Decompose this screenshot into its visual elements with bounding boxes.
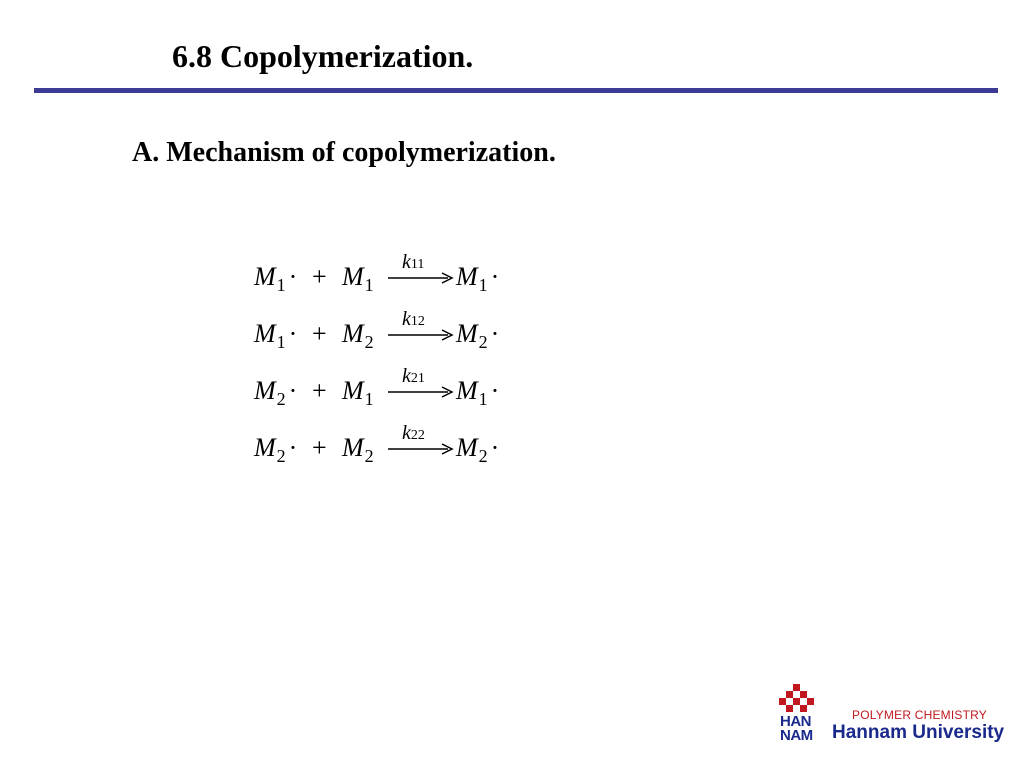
plus-sign: + <box>312 319 327 348</box>
reaction-arrow <box>388 422 454 459</box>
logo-text-nam: NAM <box>780 727 813 744</box>
monomer: $M_2$ <box>342 433 374 466</box>
monomer: $M_1$ <box>342 376 374 409</box>
reaction-arrow <box>388 308 454 345</box>
title-divider <box>34 88 998 93</box>
reactant-radical: $M_2$ · <box>254 376 298 409</box>
right-arrow-icon <box>388 272 454 284</box>
logo-pyramid-icon <box>776 684 824 714</box>
reactant-radical: $M_2$ · <box>254 433 298 466</box>
monomer: $M_1$ <box>342 262 374 295</box>
rate-constant-label: k11 <box>402 251 425 273</box>
product-radical: $M_1$ · <box>456 376 500 409</box>
plus-sign: + <box>312 376 327 405</box>
rate-constant-label: k12 <box>402 308 425 330</box>
right-arrow-icon <box>388 443 454 455</box>
product-radical: $M_1$ · <box>456 262 500 295</box>
right-arrow-icon <box>388 386 454 398</box>
product-radical: $M_2$ · <box>456 319 500 352</box>
section-heading: A. Mechanism of copolymerization. <box>132 137 556 168</box>
plus-sign: + <box>312 433 327 462</box>
monomer: $M_2$ <box>342 319 374 352</box>
reactant-radical: $M_1$ · <box>254 319 298 352</box>
slide-title: 6.8 Copolymerization. <box>172 38 474 74</box>
hannam-logo-icon <box>776 684 824 744</box>
reactant-radical: $M_1$ · <box>254 262 298 295</box>
university-name: Hannam University <box>832 722 1005 743</box>
department-label: POLYMER CHEMISTRY <box>852 708 987 722</box>
reaction-arrow <box>388 365 454 402</box>
right-arrow-icon <box>388 329 454 341</box>
rate-constant-label: k22 <box>402 422 425 444</box>
product-radical: $M_2$ · <box>456 433 500 466</box>
logo-text-han: HAN <box>780 713 811 730</box>
plus-sign: + <box>312 262 327 291</box>
university-logo <box>776 684 1006 744</box>
reaction-arrow <box>388 251 454 288</box>
rate-constant-label: k21 <box>402 365 425 387</box>
